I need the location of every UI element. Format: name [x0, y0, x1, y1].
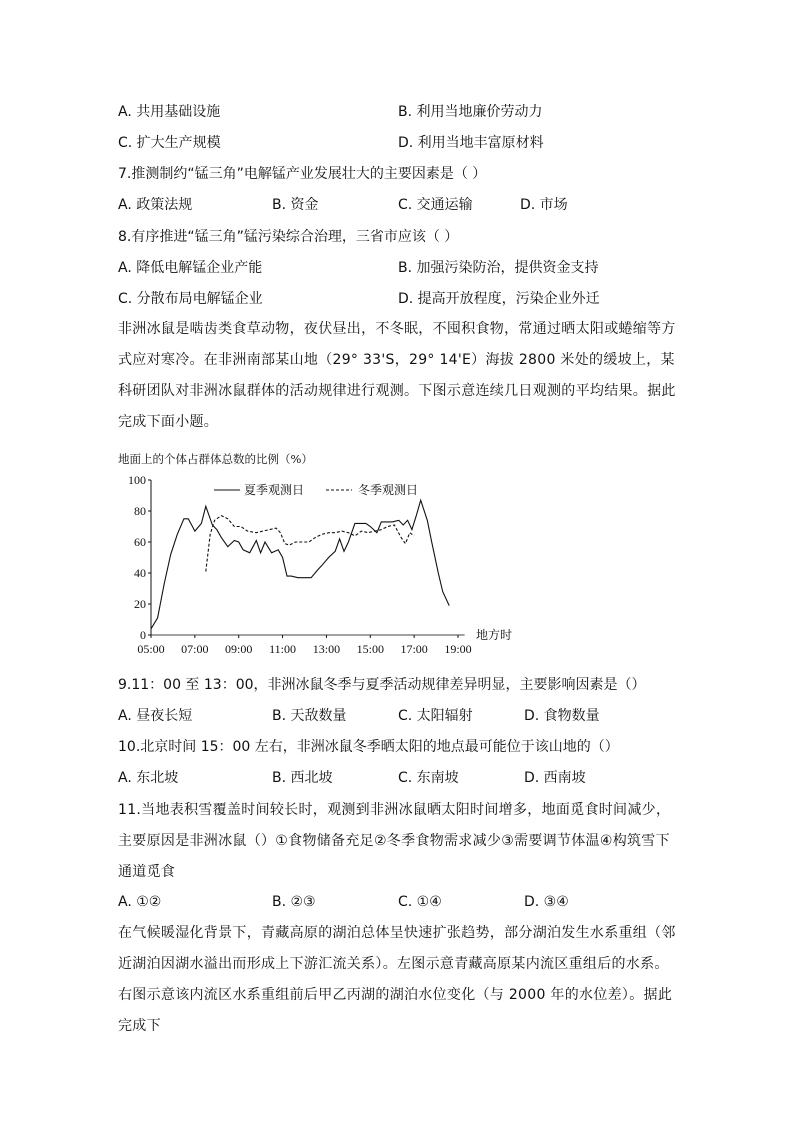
legend-winter-label: 冬季观测日: [358, 483, 419, 497]
q7-option-b: B. 资金: [272, 197, 319, 213]
q7-stem: 7.推测制约“锰三角”电解锰产业发展壮大的主要因素是（ ）: [118, 166, 487, 182]
q6-option-c: C. 扩大生产规模: [118, 135, 221, 151]
activity-line-chart: [118, 448, 538, 668]
q8-option-c: C. 分散布局电解锰企业: [118, 291, 263, 307]
q7-option-c: C. 交通运输: [398, 197, 473, 213]
q6-option-a: A. 共用基础设施: [118, 104, 221, 120]
q11-stem: 11.当地表积雪覆盖时间较长时，观测到非洲冰鼠晒太阳时间增多，地面觅食时间减少，主要原因是非洲冰鼠（）①食物储备充足②冬季食物需求减少③需要调节体温④构筑雪下通道觅食: [118, 802, 671, 880]
passage-ice-rat: 非洲冰鼠是啮齿类食草动物，夜伏昼出，不冬眠，不囤积食物，常通过晒太阳或蜷缩等方式应对寒冷。在非洲南部某山地（29° 33'S，29° 14'E）海拔 2800 米处的缓坡上，某科研团队对非洲冰鼠群体的活动规律进行观测。下图示意连续几日观测的平均结果。据此完成下面小题。: [118, 321, 676, 430]
q9-option-c: C. 太阳辐射: [398, 708, 473, 724]
y-tick-label: 40: [134, 566, 146, 580]
q11-option-b: B. ②③: [272, 894, 316, 910]
x-tick-label: 13:00: [312, 642, 341, 656]
q10-option-a: A. 东北坡: [118, 770, 179, 786]
q9-option-d: D. 食物数量: [524, 708, 600, 724]
q8-stem: 8.有序推进“锰三角”锰污染综合治理，三省市应该（ ）: [118, 229, 459, 245]
q8-option-d: D. 提高开放程度，污染企业外迁: [398, 291, 600, 307]
q11-option-c: C. ①④: [398, 894, 442, 910]
q7-option-d: D. 市场: [520, 197, 568, 213]
y-tick-label: 80: [134, 504, 146, 518]
q6-option-d: D. 利用当地丰富原材料: [398, 135, 544, 151]
q10-option-d: D. 西南坡: [524, 770, 586, 786]
x-tick-label: 17:00: [400, 642, 428, 656]
x-axis-label: 地方时: [476, 628, 513, 642]
legend-summer-label: 夏季观测日: [244, 483, 305, 497]
x-tick-label: 19:00: [444, 642, 472, 656]
x-tick-label: 09:00: [225, 642, 253, 656]
y-tick-label: 100: [128, 473, 146, 487]
chart-y-title: 地面上的个体占群体总数的比例（%）: [118, 452, 313, 466]
q10-stem: 10.北京时间 15：00 左右，非洲冰鼠冬季晒太阳的地点最可能位于该山地的（）: [118, 739, 619, 755]
q11-option-d: D. ③④: [524, 894, 569, 910]
x-tick-label: 07:00: [181, 642, 209, 656]
q9-option-b: B. 天敌数量: [272, 708, 347, 724]
x-tick-label: 05:00: [137, 642, 165, 656]
q8-option-b: B. 加强污染防治，提供资金支持: [398, 260, 599, 276]
q7-option-a: A. 政策法规: [118, 197, 193, 213]
chart-canvas: [118, 448, 538, 668]
q9-stem: 9.11：00 至 13：00，非洲冰鼠冬季与夏季活动规律差异明显，主要影响因素是（）: [118, 677, 646, 693]
x-tick-label: 15:00: [356, 642, 384, 656]
summer-series-line: [151, 500, 449, 629]
y-tick-label: 20: [134, 597, 146, 611]
q8-option-a: A. 降低电解锰企业产能: [118, 260, 263, 276]
y-tick-label: 60: [134, 535, 146, 549]
q6-option-b: B. 利用当地廉价劳动力: [398, 104, 543, 120]
passage-lakes: 在气候暖湿化背景下，青藏高原的湖泊总体呈快速扩张趋势，部分湖泊发生水系重组（邻近湖泊因湖水溢出而形成上下游汇流关系）。左图示意青藏高原某内流区重组后的水系。右图示意该内流区水系重组前后甲乙丙湖的湖泊水位变化（与 2000 年的水位差）。据此完成下: [118, 925, 676, 1034]
q11-option-a: A. ①②: [118, 894, 162, 910]
y-tick-label: 0: [140, 628, 146, 642]
q10-option-c: C. 东南坡: [398, 770, 459, 786]
x-tick-label: 11:00: [269, 642, 297, 656]
q9-option-a: A. 昼夜长短: [118, 708, 193, 724]
q10-option-b: B. 西北坡: [272, 770, 333, 786]
winter-series-line: [206, 516, 414, 572]
